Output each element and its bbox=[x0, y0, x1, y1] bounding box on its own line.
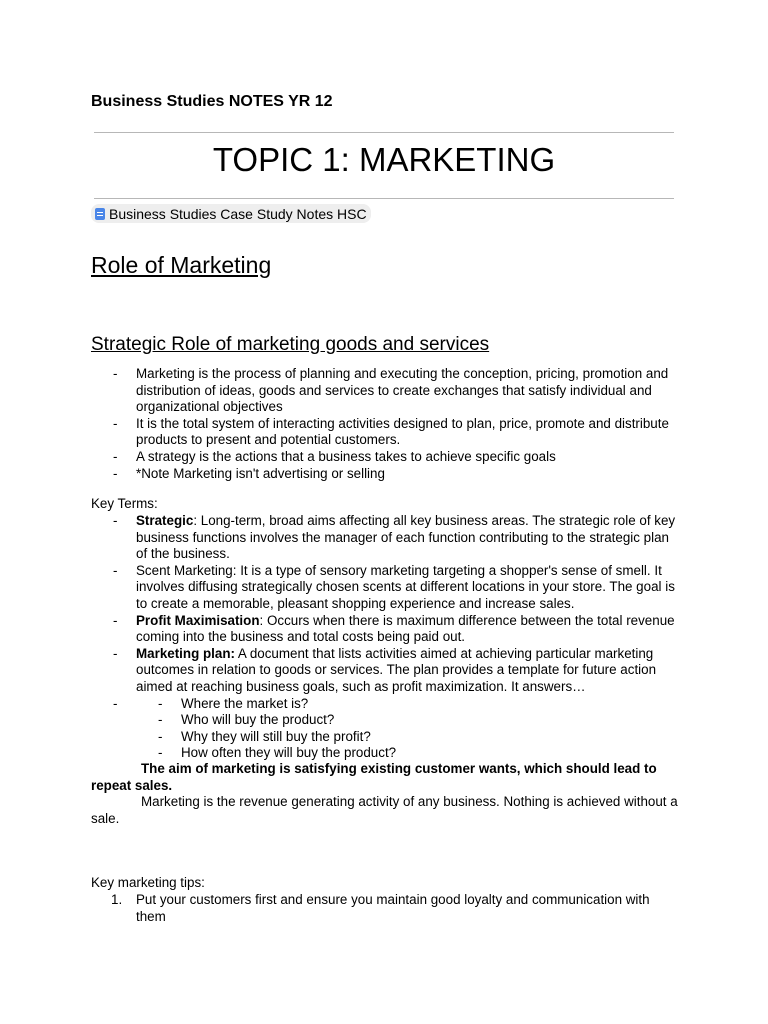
key-terms-list bbox=[91, 513, 681, 762]
revenue-statement-text: Marketing is the revenue generating activity of any business. Nothing is achieved without a sale. bbox=[91, 794, 678, 826]
key-terms-label: Key Terms: bbox=[91, 496, 158, 511]
list-item: - How often they will buy the product? bbox=[91, 745, 681, 762]
revenue-statement bbox=[91, 794, 681, 827]
tip-text: Put your customers first and ensure you maintain good loyalty and communication with them bbox=[136, 892, 650, 924]
horizontal-rule-bottom bbox=[94, 198, 674, 199]
term-label: Strategic bbox=[136, 513, 194, 528]
list-item bbox=[91, 513, 681, 563]
term-text: Scent Marketing: It is a type of sensory marketing targeting a shopper's sense of smell. It involves diffusing strategically chosen scents at different locations in your store. The goal is to create a memorable, pleasant shopping experience and increase sales. bbox=[136, 562, 675, 611]
list-item: - *Note Marketing isn't advertising or selling bbox=[91, 466, 681, 483]
term-label: Profit Maximisation bbox=[136, 612, 260, 628]
list-number: 1. bbox=[111, 892, 123, 907]
topic-title: TOPIC 1: MARKETING bbox=[212, 141, 556, 178]
list-item bbox=[91, 563, 681, 613]
doc-icon bbox=[95, 208, 105, 220]
list-item: - It is the total system of interacting activities designed to plan, price, promote and distribute products to present and potential customers. bbox=[91, 416, 681, 449]
term-text: A document that lists activities aimed at achieving particular marketing outcomes in relation to goods or services. The plan provides a template for future action aimed at reaching business goals, such as profit maximization. It answers… bbox=[136, 645, 657, 694]
tips-list bbox=[91, 892, 681, 925]
list-item: - Who will buy the product? bbox=[91, 712, 681, 729]
plan-questions-list bbox=[91, 696, 681, 762]
list-item: - Why they will still buy the profit? bbox=[91, 729, 681, 746]
term-text: : Long-term, broad aims affecting all key business areas. The strategic role of key business functions involves the manager of each function contributing to the strategic plan of the business. bbox=[136, 513, 676, 562]
list-item bbox=[91, 892, 681, 925]
section-heading-role-of-marketing: Role of Marketing bbox=[91, 252, 272, 278]
sub-list-container bbox=[91, 696, 681, 762]
list-item: - A strategy is the actions that a business takes to achieve specific goals bbox=[91, 449, 681, 466]
definition-list bbox=[91, 366, 681, 482]
document-header: Business Studies NOTES YR 12 bbox=[91, 93, 333, 110]
linked-document-label: Business Studies Case Study Notes HSC bbox=[109, 205, 367, 222]
aim-statement-text: The aim of marketing is satisfying existing customer wants, which should lead to repeat sales. bbox=[91, 761, 657, 793]
term-text: : Occurs when there is maximum difference between the total revenue coming into the business and total costs being paid out. bbox=[136, 612, 675, 645]
horizontal-rule-top bbox=[94, 132, 674, 133]
aim-statement bbox=[91, 761, 681, 794]
subheading-strategic-role: Strategic Role of marketing goods and services bbox=[91, 334, 490, 355]
linked-document-chip[interactable] bbox=[91, 204, 371, 223]
tips-label: Key marketing tips: bbox=[91, 875, 205, 890]
list-item bbox=[91, 646, 681, 696]
list-item: - - Where the market is? bbox=[91, 696, 681, 713]
list-item bbox=[91, 613, 681, 646]
term-label: Marketing plan: bbox=[136, 645, 235, 661]
list-item: - Marketing is the process of planning and executing the conception, pricing, promotion and distribution of ideas, goods and services to create exchanges that satisfy individual and organizational objectives bbox=[91, 366, 681, 416]
